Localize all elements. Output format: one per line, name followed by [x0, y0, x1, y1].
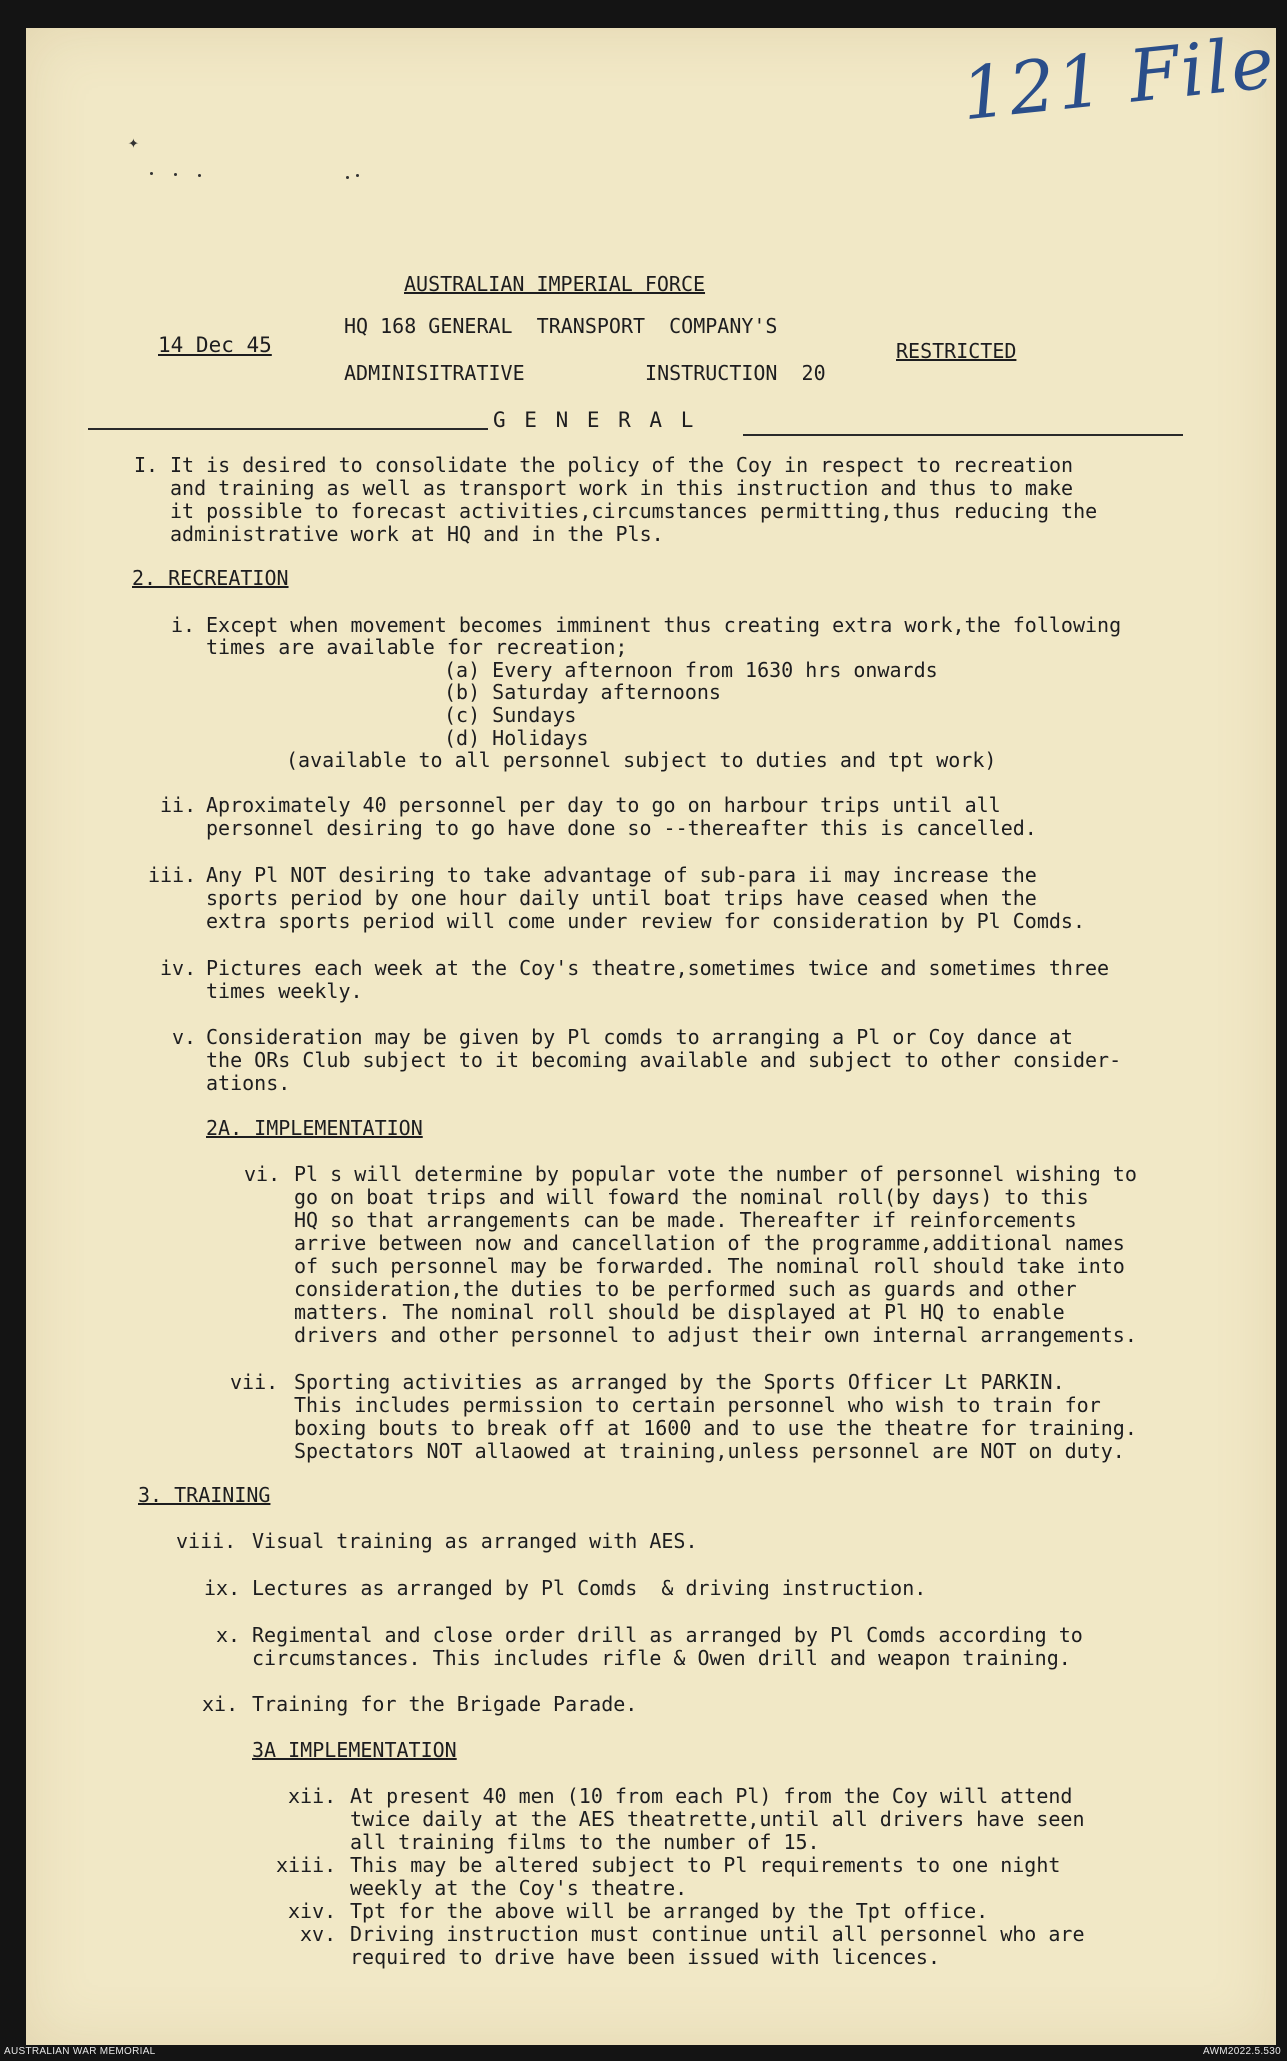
- item-xii-line: twice daily at the AES theatrette,until all drivers have seen: [350, 1807, 1085, 1831]
- item-vi-line: Pl s will determine by popular vote the number of personnel wishing to: [294, 1162, 1137, 1186]
- handwritten-file-note: 121 File: [957, 19, 1280, 137]
- item-vi-line: arrive between now and cancellation of the programme,additional names: [294, 1231, 1125, 1255]
- section-3-title: 3. TRAINING: [138, 1483, 271, 1507]
- stray-dot: [346, 176, 349, 179]
- item-v-line: ations.: [206, 1071, 291, 1095]
- header-force-title: AUSTRALIAN IMPERIAL FORCE: [404, 272, 706, 296]
- header-instruction-line: ADMINISITRATIVE INSTRUCTION 20: [344, 361, 826, 385]
- item-vii-line: Sporting activities as arranged by the Sports Officer Lt PARKIN.: [294, 1370, 1065, 1394]
- item-xv-line: Driving instruction must continue until all personnel who are: [350, 1922, 1085, 1946]
- recreation-time-d: (d) Holidays: [444, 726, 589, 750]
- availability-note: (available to all personnel subject to duties and tpt work): [286, 748, 997, 772]
- item-xiv-text: Tpt for the above will be arranged by the Tpt office.: [350, 1899, 989, 1923]
- footer-source-label: AUSTRALIAN WAR MEMORIAL: [4, 2046, 156, 2057]
- item-vii-line: This includes permission to certain personnel who wish to train for: [294, 1393, 1101, 1417]
- item-iv-number: iv.: [160, 956, 197, 980]
- item-vi-line: HQ so that arrangements can be made. Thereafter if reinforcements: [294, 1208, 1077, 1232]
- item-v-line: Consideration may be given by Pl comds to arranging a Pl or Coy dance at: [206, 1025, 1073, 1049]
- item-vi-line: matters. The nominal roll should be displayed at Pl HQ to enable: [294, 1300, 1065, 1324]
- item-x-number: x.: [216, 1623, 241, 1647]
- item-xi-number: xi.: [202, 1692, 239, 1716]
- item-ix-text: Lectures as arranged by Pl Comds & driving instruction.: [252, 1576, 927, 1600]
- stray-mark: ✦: [128, 132, 139, 153]
- item-i-line: Except when movement becomes imminent thus creating extra work,the following: [206, 613, 1122, 637]
- item-i-number: i.: [171, 613, 196, 637]
- section-3a-title: 3A IMPLEMENTATION: [252, 1738, 457, 1762]
- recreation-time-c: (c) Sundays: [444, 703, 577, 727]
- item-vi-line: consideration,the duties to be performed such as guards and other: [294, 1277, 1077, 1301]
- item-v-number: v.: [172, 1025, 197, 1049]
- item-ii-number: ii.: [160, 793, 197, 817]
- item-xii-line: all training films to the number of 15.: [350, 1830, 820, 1854]
- item-i-line: times are available for recreation;: [206, 635, 628, 659]
- para-1-line: It is desired to consolidate the policy of the Coy in respect to recreation: [170, 453, 1074, 477]
- item-xiv-number: xiv.: [288, 1899, 337, 1923]
- item-iii-line: sports period by one hour daily until boat trips have ceased when the: [206, 886, 1037, 910]
- item-ix-number: ix.: [204, 1576, 241, 1600]
- footer-accession-number: AWM2022.5.530: [1202, 2046, 1281, 2057]
- document-date: 14 Dec 45: [158, 333, 272, 357]
- classification-label: RESTRICTED: [896, 339, 1017, 363]
- item-v-line: the ORs Club subject to it becoming available and subject to other consider-: [206, 1048, 1122, 1072]
- item-vi-line: of such personnel may be forwarded. The nominal roll should take into: [294, 1254, 1125, 1278]
- stray-dot: [356, 174, 359, 177]
- document-page: [26, 19, 1280, 2045]
- item-xii-number: xii.: [288, 1784, 337, 1808]
- item-iv-line: times weekly.: [206, 979, 363, 1003]
- item-xii-line: At present 40 men (10 from each Pl) from the Coy will attend: [350, 1784, 1073, 1808]
- general-heading: G E N E R A L: [493, 408, 697, 432]
- item-xv-line: required to drive have been issued with licences.: [350, 1945, 941, 1969]
- item-ii-line: Aproximately 40 personnel per day to go on harbour trips until all: [206, 793, 1001, 817]
- recreation-time-a: (a) Every afternoon from 1630 hrs onwards: [444, 658, 938, 682]
- item-vi-line: go on boat trips and will foward the nominal roll(by days) to this: [294, 1185, 1089, 1209]
- item-viii-number: viii.: [176, 1529, 237, 1553]
- item-vii-line: Spectators NOT allaowed at training,unless personnel are NOT on duty.: [294, 1439, 1125, 1463]
- item-xv-number: xv.: [300, 1922, 337, 1946]
- item-xi-text: Training for the Brigade Parade.: [252, 1692, 638, 1716]
- para-1-line: it possible to forecast activities,circumstances permitting,thus reducing the: [170, 499, 1098, 523]
- stray-dot: [150, 172, 153, 175]
- header-company-line: HQ 168 GENERAL TRANSPORT COMPANY'S: [344, 314, 778, 338]
- item-vi-line: drivers and other personnel to adjust their own internal arrangements.: [294, 1323, 1137, 1347]
- item-ii-line: personnel desiring to go have done so --thereafter this is cancelled.: [206, 816, 1037, 840]
- item-vi-number: vi.: [244, 1162, 281, 1186]
- item-x-line: Regimental and close order drill as arranged by Pl Comds according to: [252, 1623, 1083, 1647]
- item-iii-line: extra sports period will come under review for consideration by Pl Comds.: [206, 909, 1085, 933]
- heading-rule-left: [88, 428, 488, 430]
- para-1-line: and training as well as transport work in this instruction and thus to make: [170, 476, 1074, 500]
- section-2-title: 2. RECREATION: [132, 566, 289, 590]
- item-xiii-number: xiii.: [276, 1853, 337, 1877]
- section-2a-title: 2A. IMPLEMENTATION: [206, 1116, 423, 1140]
- recreation-time-b: (b) Saturday afternoons: [444, 680, 721, 704]
- item-iv-line: Pictures each week at the Coy's theatre,sometimes twice and sometimes three: [206, 956, 1110, 980]
- stray-dot: [174, 173, 177, 176]
- item-vii-line: boxing bouts to break off at 1600 and to use the theatre for training.: [294, 1416, 1137, 1440]
- para-1-number: I.: [134, 453, 159, 477]
- item-iii-line: Any Pl NOT desiring to take advantage of sub-para ii may increase the: [206, 863, 1037, 887]
- heading-rule-right: [743, 434, 1183, 436]
- item-iii-number: iii.: [148, 863, 197, 887]
- stray-dot: [198, 174, 201, 177]
- item-viii-text: Visual training as arranged with AES.: [252, 1529, 698, 1553]
- item-xiii-line: weekly at the Coy's theatre.: [350, 1876, 688, 1900]
- item-vii-number: vii.: [230, 1370, 279, 1394]
- item-xiii-line: This may be altered subject to Pl requirements to one night: [350, 1853, 1061, 1877]
- item-x-line: circumstances. This includes rifle & Owen drill and weapon training.: [252, 1646, 1071, 1670]
- para-1-line: administrative work at HQ and in the Pls.: [170, 522, 664, 546]
